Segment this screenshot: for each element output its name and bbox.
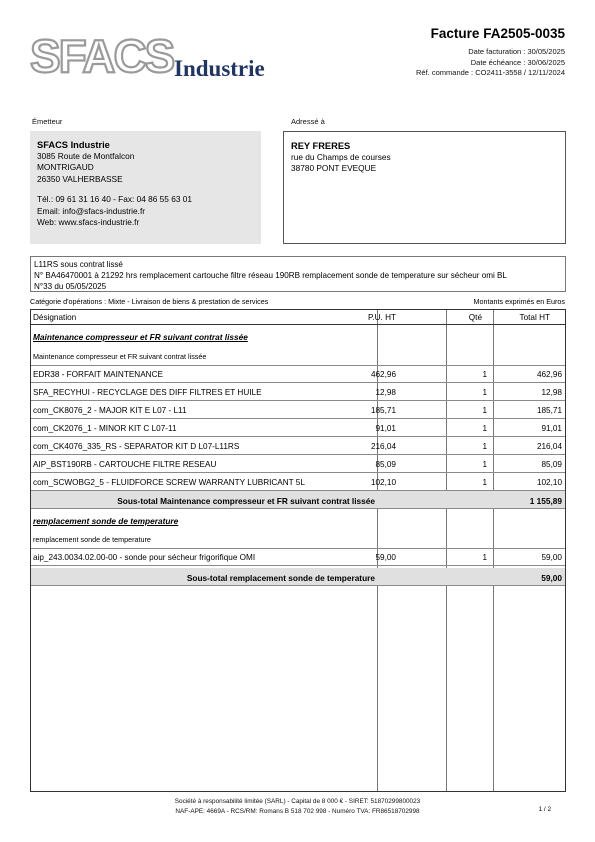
row-quantity: 1 <box>482 553 487 562</box>
currency-note: Montants exprimés en Euros <box>473 297 565 306</box>
row-quantity: 1 <box>482 478 487 487</box>
row-unit-price: 59,00 <box>375 553 396 562</box>
table-row <box>31 473 565 491</box>
header-designation: Désignation <box>33 313 77 322</box>
recipient-block <box>283 131 566 244</box>
recipient-name: REY FRERES <box>291 141 351 151</box>
row-designation: AIP_BST190RB - CARTOUCHE FILTRE RESEAU <box>33 460 217 469</box>
row-quantity: 1 <box>482 442 487 451</box>
invoice-date: Date facturation : 30/05/2025 <box>468 47 565 56</box>
table-row <box>31 401 565 419</box>
row-quantity: 1 <box>482 406 487 415</box>
section-subtitle: remplacement sonde de temperature <box>33 535 151 544</box>
row-unit-price: 85,09 <box>375 460 396 469</box>
row-designation: aip_243.0034.02.00-00 - sonde pour sécheur frigorifique OMI <box>33 553 256 562</box>
emitter-website: Web: www.sfacs-industrie.fr <box>37 217 140 228</box>
recipient-label: Adressé à <box>291 117 325 126</box>
row-quantity: 1 <box>482 370 487 379</box>
row-designation: com_SCWOBG2_5 - FLUIDFORCE SCREW WARRANTY LUBRICANT 5L <box>33 478 305 487</box>
invoice-title: Facture FA2505-0035 <box>430 26 565 41</box>
emitter-email: Email: info@sfacs-industrie.fr <box>37 205 146 216</box>
description-line: N°33 du 05/05/2025 <box>34 282 107 292</box>
subtotal-label: Sous-total Maintenance compresseur et FR suivant contrat lissée <box>117 496 375 506</box>
table-row <box>31 365 565 383</box>
row-designation: SFA_RECYHUI - RECYCLAGE DES DIFF FILTRES ET HUILE <box>33 388 262 397</box>
subtotal-value: 1 155,89 <box>529 496 562 506</box>
invoice-meta <box>416 47 565 79</box>
row-quantity: 1 <box>482 388 487 397</box>
section-subtotal-row <box>31 568 565 586</box>
category-line <box>30 297 566 306</box>
company-logo <box>30 30 300 82</box>
recipient-address-line: rue du Champs de courses <box>291 152 391 162</box>
row-total: 102,10 <box>536 478 562 487</box>
table-row <box>31 455 565 473</box>
emitter-address-line: 3085 Route de Montfalcon <box>37 151 135 161</box>
table-row <box>31 419 565 437</box>
row-unit-price: 462,96 <box>370 370 396 379</box>
emitter-label: Émetteur <box>32 117 63 126</box>
row-designation: com_CK8076_2 - MAJOR KIT E L07 - L11 <box>33 406 187 415</box>
row-total: 59,00 <box>541 553 562 562</box>
table-row <box>31 383 565 401</box>
invoice-description <box>30 256 566 292</box>
section-title: Maintenance compresseur et FR suivant contrat lissée <box>33 332 248 342</box>
row-unit-price: 12,98 <box>375 388 396 397</box>
subtotal-value: 59,00 <box>541 573 562 583</box>
emitter-address-line: MONTRIGAUD <box>37 162 94 173</box>
recipient-address-line: 38780 PONT EVEQUE <box>291 163 377 174</box>
emitter-block <box>30 131 261 244</box>
table-row <box>31 548 565 566</box>
emitter-phone: Tél.: 09 61 31 16 40 - Fax: 04 86 55 63 01 <box>37 194 192 205</box>
description-line: N° BA46470001 à 21292 hrs remplacement cartouche filtre réseau 190RB remplacement sonde de temperature sur sécheur omi BL <box>34 271 507 281</box>
row-designation: com_CK4076_335_RS - SEPARATOR KIT D L07-L11RS <box>33 442 240 451</box>
row-designation: EDR38 - FORFAIT MAINTENANCE <box>33 370 163 379</box>
row-unit-price: 91,01 <box>375 424 396 433</box>
sfacs-logo-graphic <box>30 30 300 82</box>
header-unit-price: P.U. HT <box>367 313 396 322</box>
row-unit-price: 102,10 <box>370 478 396 487</box>
page-number: 1 / 2 <box>538 806 551 813</box>
row-unit-price: 216,04 <box>370 442 396 451</box>
invoice-due-date: Date échéance : 30/06/2025 <box>470 57 565 67</box>
order-reference: Réf. commande : CO2411-3558 / 12/11/2024 <box>416 68 565 77</box>
header-total: Total HT <box>519 313 550 322</box>
row-total: 185,71 <box>536 406 562 415</box>
row-quantity: 1 <box>482 424 487 433</box>
row-quantity: 1 <box>482 460 487 469</box>
row-unit-price: 185,71 <box>370 406 396 415</box>
section-subtitle: Maintenance compresseur et FR suivant contrat lissée <box>33 352 207 361</box>
table-header <box>31 310 565 325</box>
row-total: 12,98 <box>541 388 562 397</box>
footer-legal-line: NAF-APE: 4669A - RCS/RM: Romans B 518 702 998 - Numéro TVA: FR86518702998 <box>175 807 420 815</box>
row-total: 91,01 <box>541 424 562 433</box>
subtotal-label: Sous-total remplacement sonde de temperature <box>186 573 375 583</box>
operations-category: Catégorie d'opérations : Mixte - Livraison de biens & prestation de services <box>30 297 269 306</box>
table-row <box>31 437 565 455</box>
header-quantity: Qté <box>468 313 482 322</box>
row-total: 216,04 <box>536 442 562 451</box>
logo-brand-text: SFACS <box>30 30 174 82</box>
emitter-name: SFACS Industrie <box>37 140 110 150</box>
row-designation: com_CK2076_1 - MINOR KIT C L07-11 <box>33 424 177 433</box>
section-subtotal-row <box>31 491 565 509</box>
footer-legal-line: Société à responsabilité limitée (SARL) - Capital de 8 000 € - SIRET: 51870299800023 <box>174 798 421 805</box>
row-total: 85,09 <box>541 460 562 469</box>
emitter-address-line: 26350 VALHERBASSE <box>37 173 123 184</box>
description-line: L11RS sous contrat lissé <box>34 260 123 269</box>
row-total: 462,96 <box>536 370 562 379</box>
invoice-lines-table <box>30 309 566 792</box>
logo-suffix-text: Industrie <box>174 56 265 81</box>
legal-footer <box>0 797 595 816</box>
section-title: remplacement sonde de temperature <box>33 516 179 526</box>
